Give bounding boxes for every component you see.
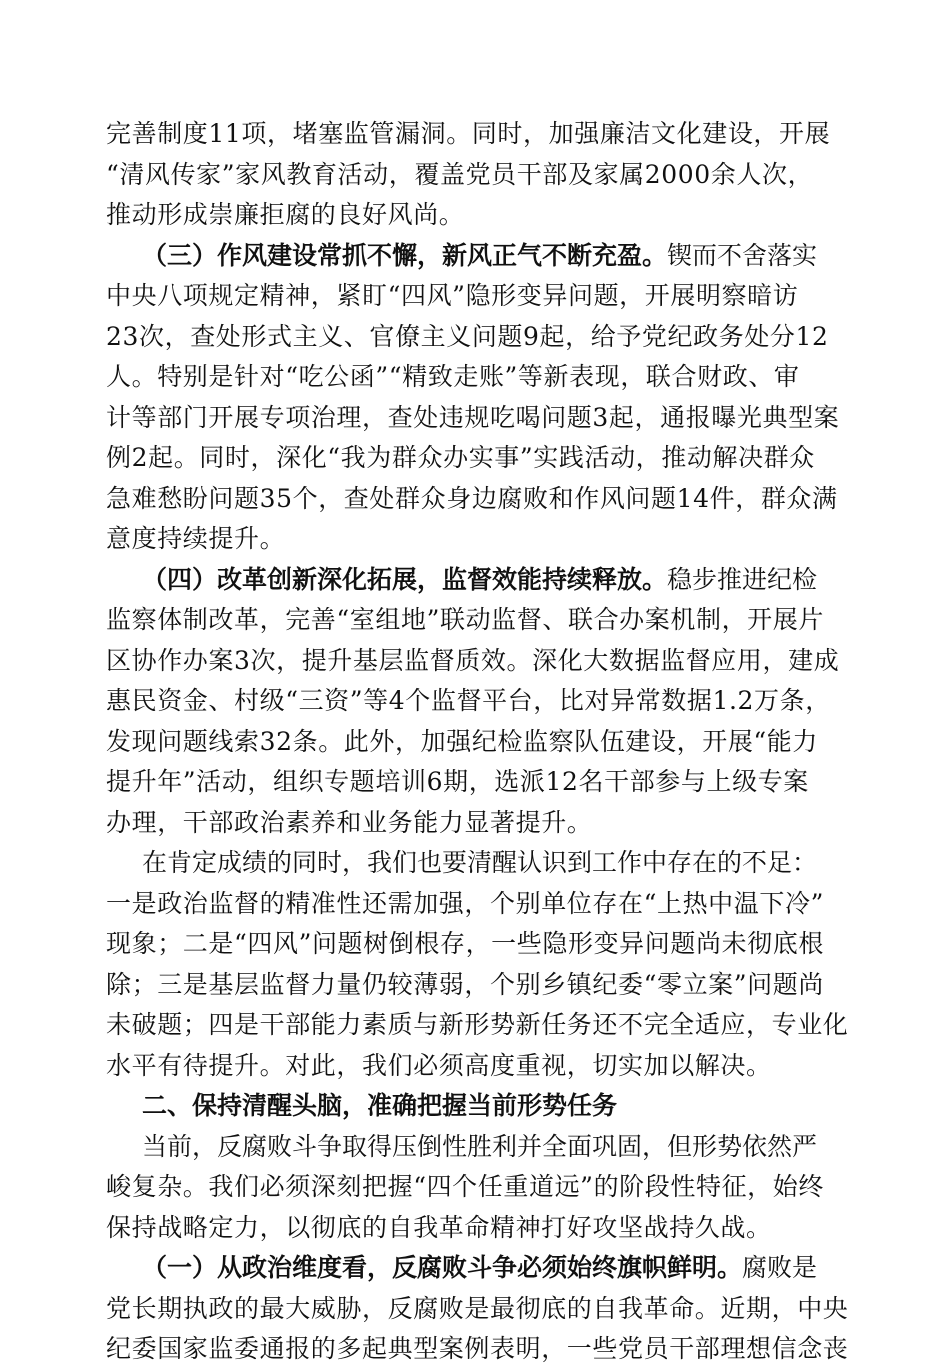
text-line: 除；三是基层监督力量仍较薄弱，个别乡镇纪委“零立案”问题尚 [106, 969, 824, 999]
paragraph-first-line: 当前，反腐败斗争取得压倒性胜利并全面巩固，但形势依然严 [142, 1131, 818, 1161]
text-line: 党长期执政的最大威胁，反腐败是最彻底的自我革命。近期，中央 [106, 1293, 849, 1323]
text-line: 峻复杂。我们必须深刻把握“四个任重道远”的阶段性特征，始终 [106, 1172, 824, 1201]
paragraph-first-line [106, 236, 850, 277]
text-line: “清风传家”家风教育活动，覆盖党员干部及家属2000余人次， [106, 159, 814, 189]
text-line: 惠民资金、村级“三资”等4个监督平台，比对异常数据1.2万条， [106, 686, 831, 715]
section-heading-block [106, 1086, 850, 1127]
paragraph-reform [106, 560, 850, 844]
paragraph-first-line: 在肯定成绩的同时，我们也要清醒认识到工作中存在的不足： [142, 848, 818, 877]
text-line: 推动形成崇廉拒腐的良好风尚。 [106, 200, 465, 229]
text-line: 监察体制改革，完善“室组地”联动监督、联合办案机制，开展片 [106, 605, 824, 634]
text-line: 纪委国家监委通报的多起典型案例表明，一些党员干部理想信念丧 [106, 1334, 849, 1363]
text-run: 锲而不舍落实 [667, 240, 818, 270]
text-run: 稳步推进纪检 [667, 564, 818, 594]
text-line: 完善制度11项，堵塞监管漏洞。同时，加强廉洁文化建设，开展 [106, 119, 831, 148]
text-line: 计等部门开展专项治理，查处违规吃喝问题3起，通报曝光典型案 [106, 402, 840, 432]
text-line: 办理，干部政治素养和业务能力显著提升。 [106, 807, 593, 837]
text-line: 中央八项规定精神，紧盯“四风”隐形变异问题，开展明察暗访 [106, 281, 799, 310]
subsection-heading: （一）从政治维度看，反腐败斗争必须始终旗帜鲜明。 [142, 1253, 743, 1282]
paragraph-first-line [106, 560, 850, 601]
text-line: 急难愁盼问题35个，查处群众身边腐败和作风问题14件，群众满 [106, 483, 838, 513]
paragraph-work-style [106, 236, 850, 560]
text-run: 腐败是 [742, 1253, 818, 1282]
text-line: 23次，查处形式主义、官僚主义问题9起，给予党纪政务处分12 [106, 321, 829, 351]
text-line: 一是政治监督的精准性还需加强，个别单位存在“上热中温下冷” [106, 888, 824, 918]
paragraph-shortcomings [106, 843, 850, 1086]
text-line: 意度持续提升。 [106, 524, 286, 553]
text-line: 水平有待提升。对此，我们必须高度重视，切实加以解决。 [106, 1050, 772, 1080]
subsection-heading: （三）作风建设常抓不懈，新风正气不断充盈。 [142, 240, 668, 270]
text-line: 区协作办案3次，提升基层监督质效。深化大数据监督应用，建成 [106, 645, 840, 675]
text-line: 例2起。同时，深化“我为群众办实事”实践活动，推动解决群众 [106, 443, 815, 472]
paragraph-continuation [106, 114, 850, 236]
paragraph-first-line [106, 1248, 850, 1289]
paragraph-situation [106, 1127, 850, 1249]
subsection-heading: （四）改革创新深化拓展，监督效能持续释放。 [142, 564, 668, 594]
text-line: 保持战略定力，以彻底的自我革命精神打好攻坚战持久战。 [106, 1212, 772, 1242]
text-line: 发现问题线索32条。此外，加强纪检监察队伍建设，开展“能力 [106, 726, 818, 756]
text-line: 现象；二是“四风”问题树倒根存，一些隐形变异问题尚未彻底根 [106, 929, 824, 958]
text-line: 提升年”活动，组织专题培训6期，选派12名干部参与上级专案 [106, 767, 809, 796]
paragraph-political-dimension [106, 1248, 850, 1370]
text-line: 未破题；四是干部能力素质与新形势新任务还不完全适应，专业化 [106, 1010, 849, 1039]
section-heading: 二、保持清醒头脑，准确把握当前形势任务 [142, 1091, 618, 1120]
document-body [106, 114, 850, 1370]
text-line: 人。特别是针对“吃公函”“精致走账”等新表现，联合财政、审 [106, 362, 800, 391]
